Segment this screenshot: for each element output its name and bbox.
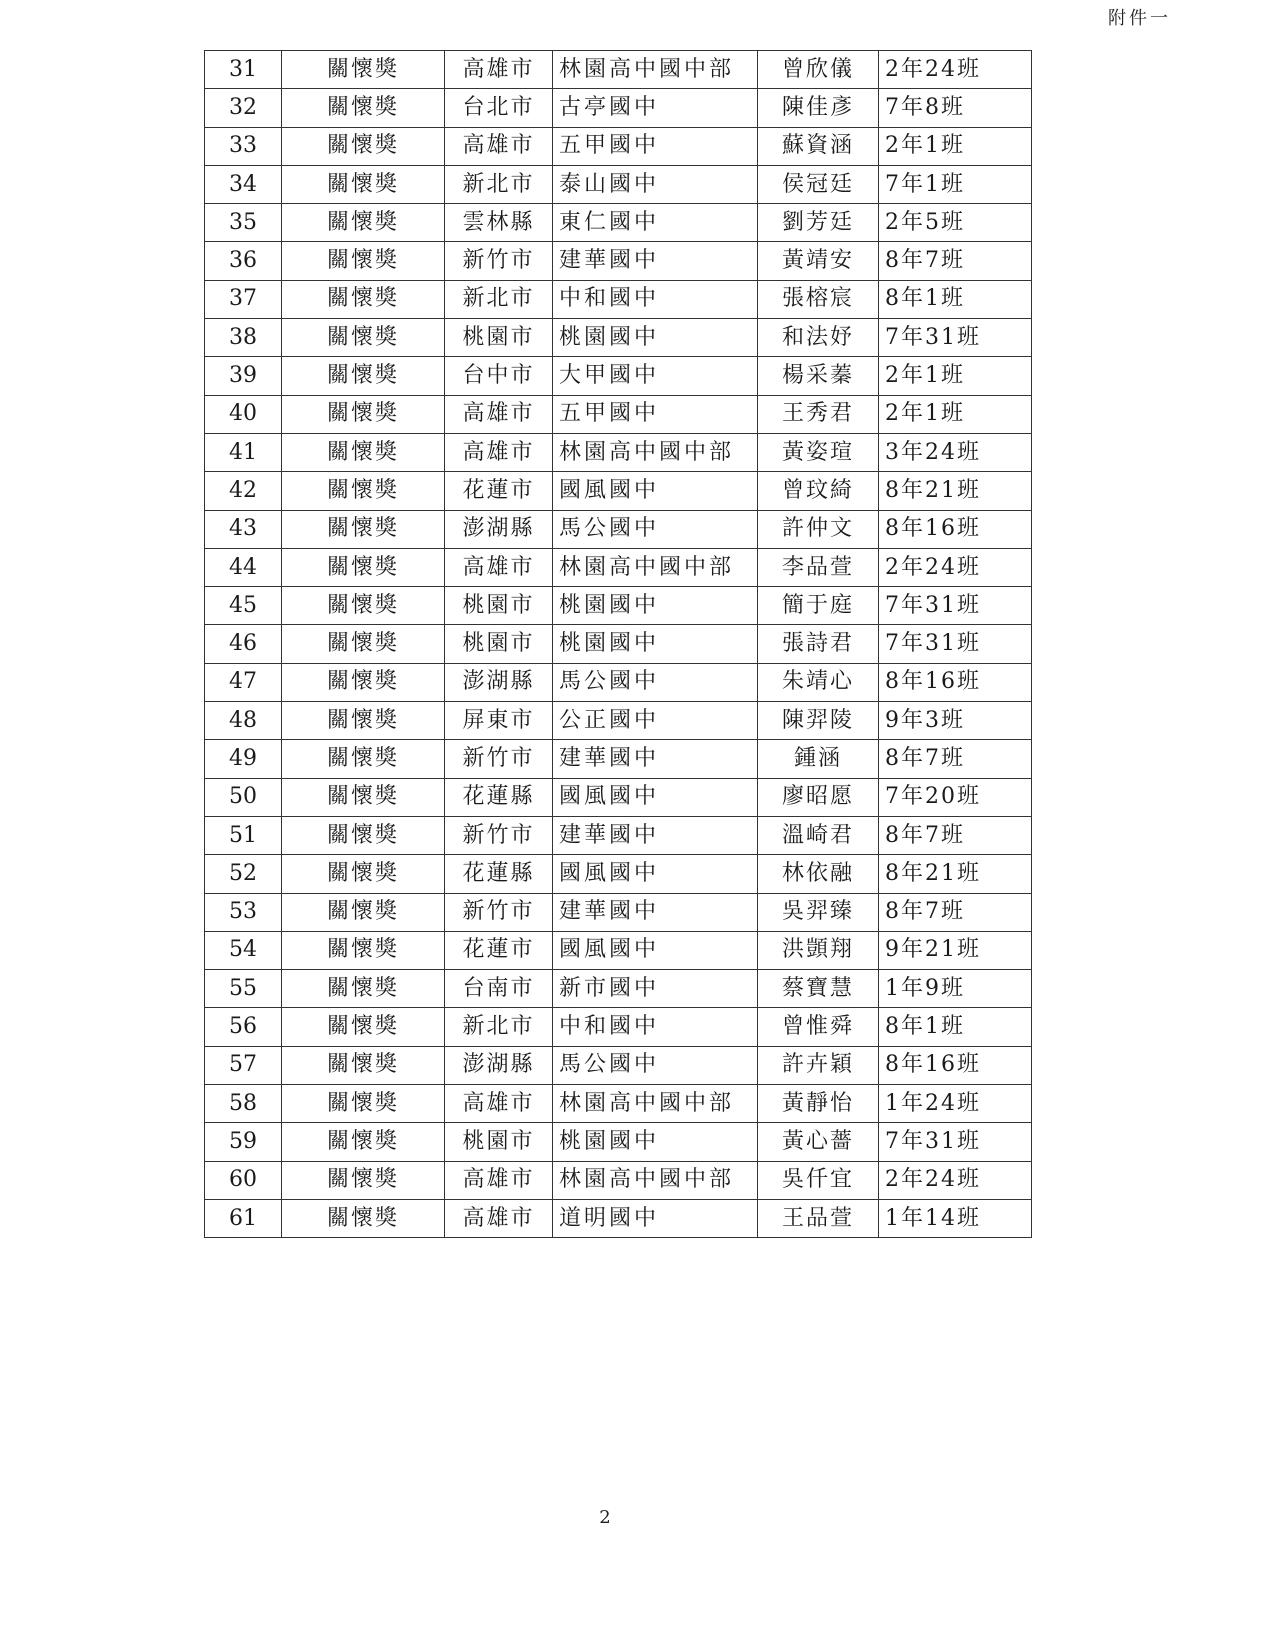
school-cell: 林園高中國中部 xyxy=(553,51,758,89)
student-name-cell: 劉芳廷 xyxy=(758,204,879,242)
row-number-cell: 31 xyxy=(205,51,282,89)
row-number-cell: 44 xyxy=(205,548,282,586)
class-cell: 2年1班 xyxy=(879,395,1032,433)
table-row xyxy=(205,625,1032,663)
city-cell: 花蓮縣 xyxy=(445,778,553,816)
school-cell: 道明國中 xyxy=(553,1199,758,1237)
city-cell: 台北市 xyxy=(445,89,553,127)
table-row xyxy=(205,280,1032,318)
class-cell: 8年1班 xyxy=(879,1008,1032,1046)
school-cell: 建華國中 xyxy=(553,740,758,778)
class-cell: 3年24班 xyxy=(879,433,1032,471)
row-number-cell: 46 xyxy=(205,625,282,663)
student-name-cell: 林依融 xyxy=(758,855,879,893)
row-number-cell: 49 xyxy=(205,740,282,778)
table-row xyxy=(205,1199,1032,1237)
school-cell: 桃園國中 xyxy=(553,1123,758,1161)
school-cell: 馬公國中 xyxy=(553,510,758,548)
class-cell: 2年1班 xyxy=(879,357,1032,395)
school-cell: 桃園國中 xyxy=(553,587,758,625)
student-name-cell: 李品萱 xyxy=(758,548,879,586)
school-cell: 大甲國中 xyxy=(553,357,758,395)
school-cell: 馬公國中 xyxy=(553,1046,758,1084)
award-cell: 關懷獎 xyxy=(282,625,445,663)
table-row xyxy=(205,816,1032,854)
class-cell: 7年8班 xyxy=(879,89,1032,127)
class-cell: 2年24班 xyxy=(879,51,1032,89)
row-number-cell: 35 xyxy=(205,204,282,242)
table-row xyxy=(205,127,1032,165)
class-cell: 2年24班 xyxy=(879,1161,1032,1199)
award-cell: 關懷獎 xyxy=(282,855,445,893)
school-cell: 國風國中 xyxy=(553,472,758,510)
table-row xyxy=(205,587,1032,625)
class-cell: 7年31班 xyxy=(879,625,1032,663)
school-cell: 公正國中 xyxy=(553,702,758,740)
row-number-cell: 59 xyxy=(205,1123,282,1161)
city-cell: 台南市 xyxy=(445,970,553,1008)
student-name-cell: 鍾涵 xyxy=(758,740,879,778)
school-cell: 國風國中 xyxy=(553,855,758,893)
award-cell: 關懷獎 xyxy=(282,395,445,433)
award-cell: 關懷獎 xyxy=(282,970,445,1008)
row-number-cell: 47 xyxy=(205,663,282,701)
table-row xyxy=(205,357,1032,395)
city-cell: 新竹市 xyxy=(445,242,553,280)
student-name-cell: 吳羿臻 xyxy=(758,893,879,931)
city-cell: 高雄市 xyxy=(445,1199,553,1237)
student-name-cell: 洪顗翔 xyxy=(758,931,879,969)
row-number-cell: 45 xyxy=(205,587,282,625)
student-name-cell: 王秀君 xyxy=(758,395,879,433)
class-cell: 9年3班 xyxy=(879,702,1032,740)
row-number-cell: 43 xyxy=(205,510,282,548)
city-cell: 澎湖縣 xyxy=(445,510,553,548)
table-row xyxy=(205,970,1032,1008)
class-cell: 7年31班 xyxy=(879,587,1032,625)
table-row xyxy=(205,1123,1032,1161)
award-cell: 關懷獎 xyxy=(282,702,445,740)
school-cell: 古亭國中 xyxy=(553,89,758,127)
award-cell: 關懷獎 xyxy=(282,204,445,242)
award-cell: 關懷獎 xyxy=(282,663,445,701)
school-cell: 林園高中國中部 xyxy=(553,1085,758,1123)
student-name-cell: 曾玟綺 xyxy=(758,472,879,510)
row-number-cell: 55 xyxy=(205,970,282,1008)
student-name-cell: 陳佳彥 xyxy=(758,89,879,127)
table-row xyxy=(205,51,1032,89)
class-cell: 8年16班 xyxy=(879,510,1032,548)
row-number-cell: 58 xyxy=(205,1085,282,1123)
city-cell: 新北市 xyxy=(445,165,553,203)
school-cell: 中和國中 xyxy=(553,280,758,318)
row-number-cell: 33 xyxy=(205,127,282,165)
award-cell: 關懷獎 xyxy=(282,1008,445,1046)
school-cell: 建華國中 xyxy=(553,893,758,931)
row-number-cell: 48 xyxy=(205,702,282,740)
city-cell: 新竹市 xyxy=(445,740,553,778)
table-row xyxy=(205,395,1032,433)
city-cell: 高雄市 xyxy=(445,1085,553,1123)
table-row xyxy=(205,663,1032,701)
row-number-cell: 57 xyxy=(205,1046,282,1084)
student-name-cell: 黃姿瑄 xyxy=(758,433,879,471)
award-cell: 關懷獎 xyxy=(282,433,445,471)
row-number-cell: 37 xyxy=(205,280,282,318)
award-cell: 關懷獎 xyxy=(282,357,445,395)
award-cell: 關懷獎 xyxy=(282,127,445,165)
row-number-cell: 60 xyxy=(205,1161,282,1199)
row-number-cell: 38 xyxy=(205,319,282,357)
table-row xyxy=(205,89,1032,127)
award-cell: 關懷獎 xyxy=(282,931,445,969)
city-cell: 桃園市 xyxy=(445,319,553,357)
school-cell: 桃園國中 xyxy=(553,319,758,357)
class-cell: 7年1班 xyxy=(879,165,1032,203)
city-cell: 新竹市 xyxy=(445,893,553,931)
city-cell: 桃園市 xyxy=(445,587,553,625)
row-number-cell: 51 xyxy=(205,816,282,854)
row-number-cell: 41 xyxy=(205,433,282,471)
table-row xyxy=(205,931,1032,969)
city-cell: 屏東市 xyxy=(445,702,553,740)
row-number-cell: 50 xyxy=(205,778,282,816)
row-number-cell: 34 xyxy=(205,165,282,203)
city-cell: 新北市 xyxy=(445,280,553,318)
student-name-cell: 吳仟宜 xyxy=(758,1161,879,1199)
city-cell: 高雄市 xyxy=(445,548,553,586)
award-cell: 關懷獎 xyxy=(282,510,445,548)
award-table xyxy=(204,50,1032,1238)
school-cell: 建華國中 xyxy=(553,242,758,280)
award-cell: 關懷獎 xyxy=(282,1161,445,1199)
page-number: 2 xyxy=(599,1507,611,1528)
row-number-cell: 56 xyxy=(205,1008,282,1046)
award-cell: 關懷獎 xyxy=(282,1085,445,1123)
attachment-label: 附件一 xyxy=(1108,8,1171,29)
city-cell: 高雄市 xyxy=(445,51,553,89)
city-cell: 高雄市 xyxy=(445,395,553,433)
school-cell: 五甲國中 xyxy=(553,395,758,433)
student-name-cell: 蔡寶慧 xyxy=(758,970,879,1008)
row-number-cell: 40 xyxy=(205,395,282,433)
class-cell: 1年14班 xyxy=(879,1199,1032,1237)
city-cell: 新竹市 xyxy=(445,816,553,854)
city-cell: 桃園市 xyxy=(445,1123,553,1161)
row-number-cell: 39 xyxy=(205,357,282,395)
row-number-cell: 32 xyxy=(205,89,282,127)
table-row xyxy=(205,319,1032,357)
table-row xyxy=(205,1085,1032,1123)
city-cell: 澎湖縣 xyxy=(445,663,553,701)
table-row xyxy=(205,855,1032,893)
student-name-cell: 曾欣儀 xyxy=(758,51,879,89)
city-cell: 高雄市 xyxy=(445,127,553,165)
class-cell: 8年7班 xyxy=(879,740,1032,778)
school-cell: 林園高中國中部 xyxy=(553,548,758,586)
row-number-cell: 42 xyxy=(205,472,282,510)
table-row xyxy=(205,510,1032,548)
table-row xyxy=(205,204,1032,242)
award-cell: 關懷獎 xyxy=(282,51,445,89)
award-cell: 關懷獎 xyxy=(282,165,445,203)
award-table-body xyxy=(205,51,1032,1238)
city-cell: 新北市 xyxy=(445,1008,553,1046)
class-cell: 8年16班 xyxy=(879,663,1032,701)
class-cell: 8年1班 xyxy=(879,280,1032,318)
school-cell: 國風國中 xyxy=(553,931,758,969)
row-number-cell: 53 xyxy=(205,893,282,931)
award-cell: 關懷獎 xyxy=(282,1123,445,1161)
award-cell: 關懷獎 xyxy=(282,280,445,318)
student-name-cell: 許卉穎 xyxy=(758,1046,879,1084)
award-cell: 關懷獎 xyxy=(282,740,445,778)
class-cell: 7年31班 xyxy=(879,1123,1032,1161)
row-number-cell: 61 xyxy=(205,1199,282,1237)
award-cell: 關懷獎 xyxy=(282,778,445,816)
student-name-cell: 和法妤 xyxy=(758,319,879,357)
student-name-cell: 楊采蓁 xyxy=(758,357,879,395)
class-cell: 7年20班 xyxy=(879,778,1032,816)
student-name-cell: 溫崎君 xyxy=(758,816,879,854)
class-cell: 1年9班 xyxy=(879,970,1032,1008)
table-row xyxy=(205,893,1032,931)
table-row xyxy=(205,1161,1032,1199)
student-name-cell: 朱靖心 xyxy=(758,663,879,701)
class-cell: 8年7班 xyxy=(879,816,1032,854)
table-row xyxy=(205,1046,1032,1084)
table-row xyxy=(205,778,1032,816)
school-cell: 桃園國中 xyxy=(553,625,758,663)
award-cell: 關懷獎 xyxy=(282,242,445,280)
city-cell: 桃園市 xyxy=(445,625,553,663)
student-name-cell: 黃心薔 xyxy=(758,1123,879,1161)
city-cell: 花蓮市 xyxy=(445,931,553,969)
student-name-cell: 黃靖安 xyxy=(758,242,879,280)
award-cell: 關懷獎 xyxy=(282,89,445,127)
award-cell: 關懷獎 xyxy=(282,319,445,357)
city-cell: 澎湖縣 xyxy=(445,1046,553,1084)
table-row xyxy=(205,740,1032,778)
award-cell: 關懷獎 xyxy=(282,587,445,625)
award-cell: 關懷獎 xyxy=(282,893,445,931)
student-name-cell: 侯冠廷 xyxy=(758,165,879,203)
row-number-cell: 36 xyxy=(205,242,282,280)
award-cell: 關懷獎 xyxy=(282,1199,445,1237)
school-cell: 林園高中國中部 xyxy=(553,433,758,471)
award-cell: 關懷獎 xyxy=(282,816,445,854)
school-cell: 中和國中 xyxy=(553,1008,758,1046)
student-name-cell: 蘇資涵 xyxy=(758,127,879,165)
school-cell: 國風國中 xyxy=(553,778,758,816)
class-cell: 7年31班 xyxy=(879,319,1032,357)
student-name-cell: 曾惟舜 xyxy=(758,1008,879,1046)
table-row xyxy=(205,702,1032,740)
city-cell: 台中市 xyxy=(445,357,553,395)
class-cell: 2年24班 xyxy=(879,548,1032,586)
student-name-cell: 張榕宸 xyxy=(758,280,879,318)
city-cell: 高雄市 xyxy=(445,433,553,471)
row-number-cell: 54 xyxy=(205,931,282,969)
city-cell: 雲林縣 xyxy=(445,204,553,242)
school-cell: 馬公國中 xyxy=(553,663,758,701)
city-cell: 高雄市 xyxy=(445,1161,553,1199)
award-cell: 關懷獎 xyxy=(282,1046,445,1084)
table-row xyxy=(205,242,1032,280)
school-cell: 建華國中 xyxy=(553,816,758,854)
student-name-cell: 黃靜怡 xyxy=(758,1085,879,1123)
school-cell: 五甲國中 xyxy=(553,127,758,165)
table-row xyxy=(205,433,1032,471)
table-row xyxy=(205,1008,1032,1046)
city-cell: 花蓮縣 xyxy=(445,855,553,893)
student-name-cell: 廖昭愿 xyxy=(758,778,879,816)
student-name-cell: 張詩君 xyxy=(758,625,879,663)
school-cell: 林園高中國中部 xyxy=(553,1161,758,1199)
award-cell: 關懷獎 xyxy=(282,472,445,510)
class-cell: 8年21班 xyxy=(879,855,1032,893)
table-row xyxy=(205,472,1032,510)
student-name-cell: 王品萱 xyxy=(758,1199,879,1237)
class-cell: 8年21班 xyxy=(879,472,1032,510)
student-name-cell: 簡于庭 xyxy=(758,587,879,625)
city-cell: 花蓮市 xyxy=(445,472,553,510)
table-row xyxy=(205,548,1032,586)
school-cell: 泰山國中 xyxy=(553,165,758,203)
class-cell: 1年24班 xyxy=(879,1085,1032,1123)
class-cell: 2年1班 xyxy=(879,127,1032,165)
school-cell: 新市國中 xyxy=(553,970,758,1008)
student-name-cell: 許仲文 xyxy=(758,510,879,548)
table-row xyxy=(205,165,1032,203)
award-cell: 關懷獎 xyxy=(282,548,445,586)
class-cell: 9年21班 xyxy=(879,931,1032,969)
class-cell: 8年16班 xyxy=(879,1046,1032,1084)
row-number-cell: 52 xyxy=(205,855,282,893)
student-name-cell: 陳羿陵 xyxy=(758,702,879,740)
school-cell: 東仁國中 xyxy=(553,204,758,242)
class-cell: 8年7班 xyxy=(879,242,1032,280)
class-cell: 2年5班 xyxy=(879,204,1032,242)
class-cell: 8年7班 xyxy=(879,893,1032,931)
